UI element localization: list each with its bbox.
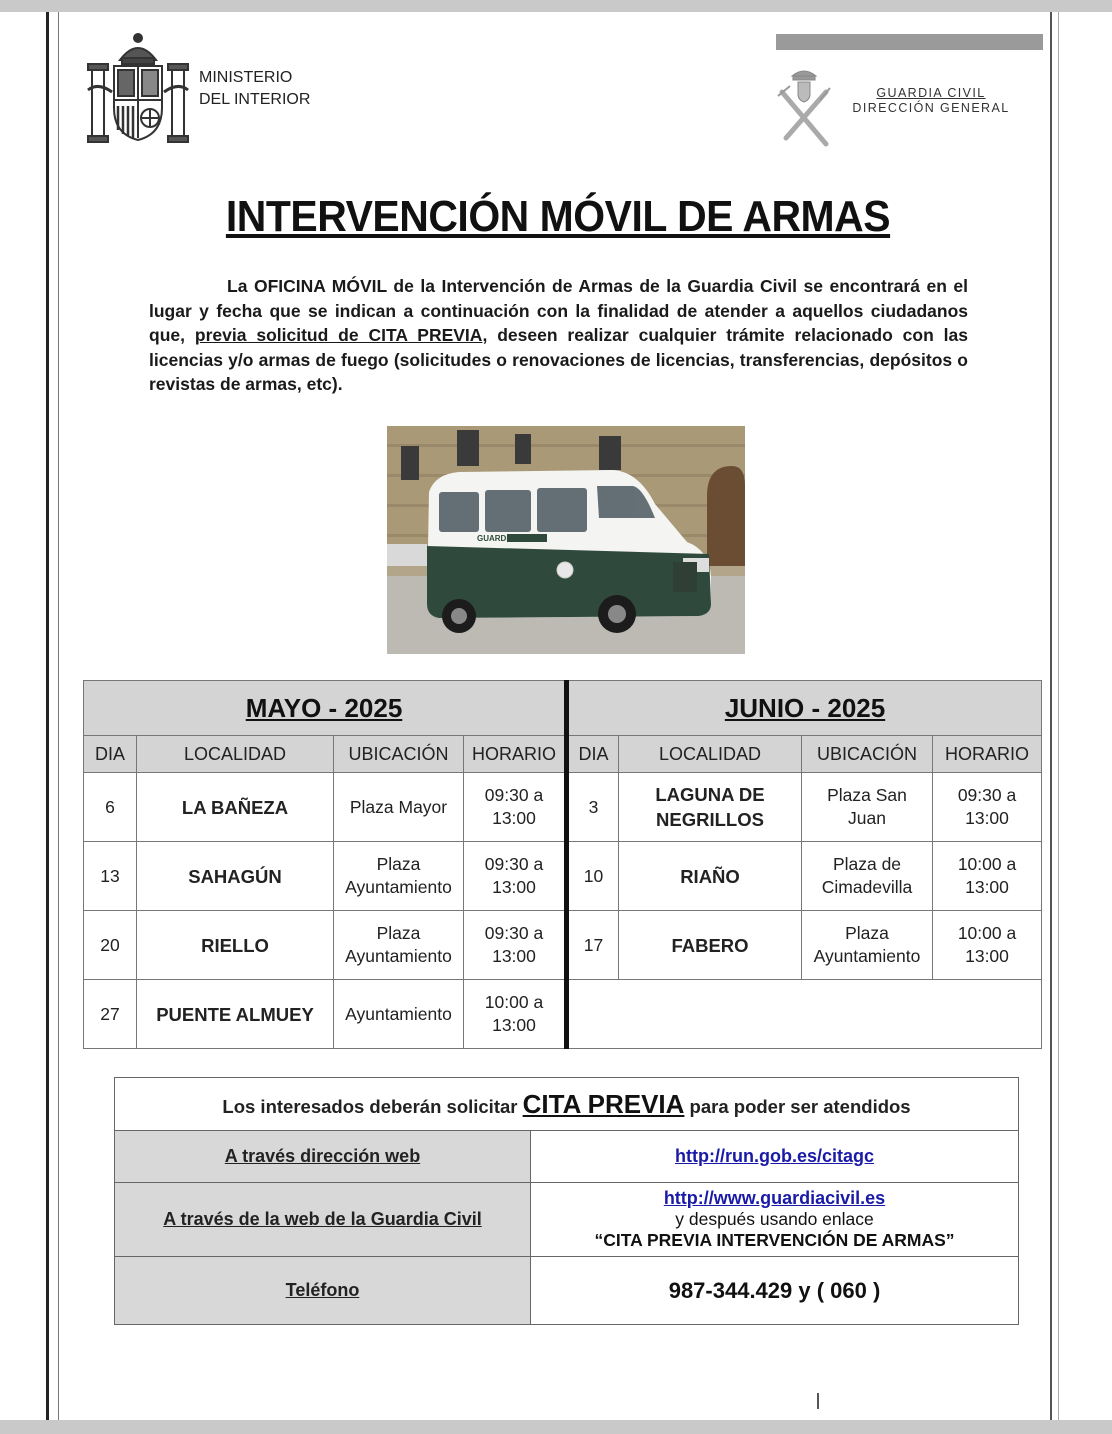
ubicacion-cell [334,911,464,980]
col-horario: HORARIO [933,736,1042,773]
guardia-civil-web-cell [531,1183,1019,1257]
ubicacion-line-1: Plaza San [827,785,907,805]
cita-previa-table [114,1077,1019,1325]
horario-line-1: 10:00 a [957,854,1017,874]
page-marker [817,1393,819,1409]
month-header-junio [567,681,1042,736]
ubicacion-line-2: Cimadevilla [821,877,913,897]
table-row [84,980,1042,1049]
telefono-label: Teléfono [115,1257,531,1325]
cita-previa-heading [115,1078,1019,1131]
localidad-cell [619,842,802,911]
horario-line-2: 13:00 [965,877,1009,897]
horario-cell [464,773,567,842]
heading-cita-previa: CITA PREVIA [522,1088,685,1119]
ministry-name [199,67,310,111]
col-ubicacion: UBICACIÓN [334,736,464,773]
horario-line-1: 10:00 a [957,923,1017,943]
horario-line-2: 13:00 [492,1015,536,1035]
page-edge-left-inner [58,12,59,1420]
intro-part-5: , deseen realizar cualquier trámite relacionado con las licencias y/o armas de fuego (solicitudes o renovaciones de licencias, transferencias, depósitos o revistas de armas, etc). [149,325,968,394]
horario-cell [933,911,1042,980]
ubicacion-line-1: Plaza [376,923,421,943]
column-header-row [84,736,1042,773]
horario-line-1: 10:00 a [484,992,544,1012]
horario-line-2: 13:00 [965,808,1009,828]
table-row [84,842,1042,911]
telefono-value: 987-344.429 y ( 060 ) [531,1257,1019,1325]
localidad-line-1: RIAÑO [680,865,740,887]
col-ubicacion: UBICACIÓN [802,736,933,773]
horario-cell [933,773,1042,842]
month-label-mayo: MAYO - 2025 [245,692,403,723]
ubicacion-line-2: Ayuntamiento [345,877,452,897]
col-localidad: LOCALIDAD [619,736,802,773]
intro-paragraph [149,274,968,397]
schedule-table [83,680,1042,1049]
intro-part-3: de la Intervención de Armas de la Guardia Civil se encontrará en el lugar y fecha que se indican a continuación con la finalidad de atender a aquellos ciudadanos que, [149,276,969,345]
heading-pre: Los interesados deberán solicitar [222,1095,523,1117]
horario-line-2: 13:00 [492,877,536,897]
gc-line-2: DIRECCIÓN GENERAL [852,101,1010,115]
table-row [84,911,1042,980]
localidad-cell [619,911,802,980]
ubicacion-cell [334,980,464,1049]
localidad-cell: LA BAÑEZA [137,773,334,842]
table-row [84,773,1042,842]
col-horario: HORARIO [464,736,567,773]
col-localidad: LOCALIDAD [137,736,334,773]
dia-cell: 20 [84,911,137,980]
intro-part-4: previa solicitud de CITA PREVIA [194,325,483,345]
ministry-line-1: MINISTERIO [199,69,293,86]
col-dia: DIA [567,736,619,773]
ubicacion-cell [334,842,464,911]
ubicacion-cell [802,911,933,980]
month-header-mayo [84,681,567,736]
month-label-junio: JUNIO - 2025 [724,692,886,723]
horario-cell [464,842,567,911]
guardia-civil-web-label: A través de la web de la Guardia Civil [115,1183,531,1257]
page-edge-left [46,12,49,1420]
ubicacion-line-2: Ayuntamiento [345,946,452,966]
dia-cell: 13 [84,842,137,911]
mobile-office-van-photo [387,426,745,654]
ubicacion-line-1: Plaza de [832,854,902,874]
gc-line-1: GUARDIA CIVIL [876,86,986,100]
horario-cell [464,980,567,1049]
ubicacion-cell [334,773,464,842]
intro-part-1: La [227,276,254,296]
localidad-cell: SAHAGÚN [137,842,334,911]
localidad-line-1: FABERO [671,934,749,956]
ubicacion-cell [802,842,933,911]
guardia-civil-web-line-3: “CITA PREVIA INTERVENCIÓN DE ARMAS” [594,1230,955,1250]
guardiacivil-link[interactable]: http://www.guardiacivil.es [663,1188,886,1208]
header-gray-bar [776,34,1043,50]
guardia-civil-emblem-icon [776,68,832,150]
web-value-cell [531,1131,1019,1183]
localidad-cell: RIELLO [137,911,334,980]
dia-cell: 10 [567,842,619,911]
guardia-civil-web-line-2: y después usando enlace [675,1209,874,1229]
localidad-line-1: LAGUNA DE [655,784,765,805]
dia-cell: 17 [567,911,619,980]
ubicacion-line-1: Ayuntamiento [345,1003,452,1024]
ubicacion-line-1: Plaza [376,854,421,874]
page-title: INTERVENCIÓN MÓVIL DE ARMAS [225,192,891,241]
empty-cell [567,980,1042,1049]
ubicacion-line-2: Ayuntamiento [813,946,921,966]
horario-line-1: 09:30 a [484,785,544,805]
horario-line-2: 13:00 [492,808,536,828]
web-label: A través dirección web [115,1131,531,1183]
page-edge-right-inner [1058,12,1059,1420]
spain-coat-of-arms-icon [86,30,190,148]
localidad-cell: PUENTE ALMUEY [137,980,334,1049]
ubicacion-line-1: Plaza Mayor [349,796,448,817]
heading-post: para poder ser atendidos [684,1095,911,1117]
ubicacion-cell [802,773,933,842]
horario-cell [464,911,567,980]
horario-line-1: 09:30 a [957,785,1017,805]
horario-cell [933,842,1042,911]
intro-part-2: OFICINA MÓVIL [253,276,387,296]
dia-cell: 6 [84,773,137,842]
page-edge-right [1050,12,1052,1420]
horario-line-1: 09:30 a [484,923,544,943]
horario-line-1: 09:30 a [484,854,544,874]
van-side-label: GUARDIA CIVIL [477,534,537,543]
ubicacion-line-2: Juan [848,808,886,828]
dia-cell: 3 [567,773,619,842]
horario-line-2: 13:00 [965,946,1009,966]
top-scan-border [0,0,1112,12]
ubicacion-line-1: Plaza [845,923,889,943]
col-dia: DIA [84,736,137,773]
localidad-line-2: NEGRILLOS [656,809,764,830]
guardia-civil-header [846,86,1016,116]
horario-line-2: 13:00 [492,946,536,966]
localidad-cell [619,773,802,842]
dia-cell: 27 [84,980,137,1049]
bottom-scan-border [0,1420,1112,1434]
ministry-line-2: DEL INTERIOR [199,91,311,108]
citagc-link[interactable]: http://run.gob.es/citagc [675,1146,875,1166]
